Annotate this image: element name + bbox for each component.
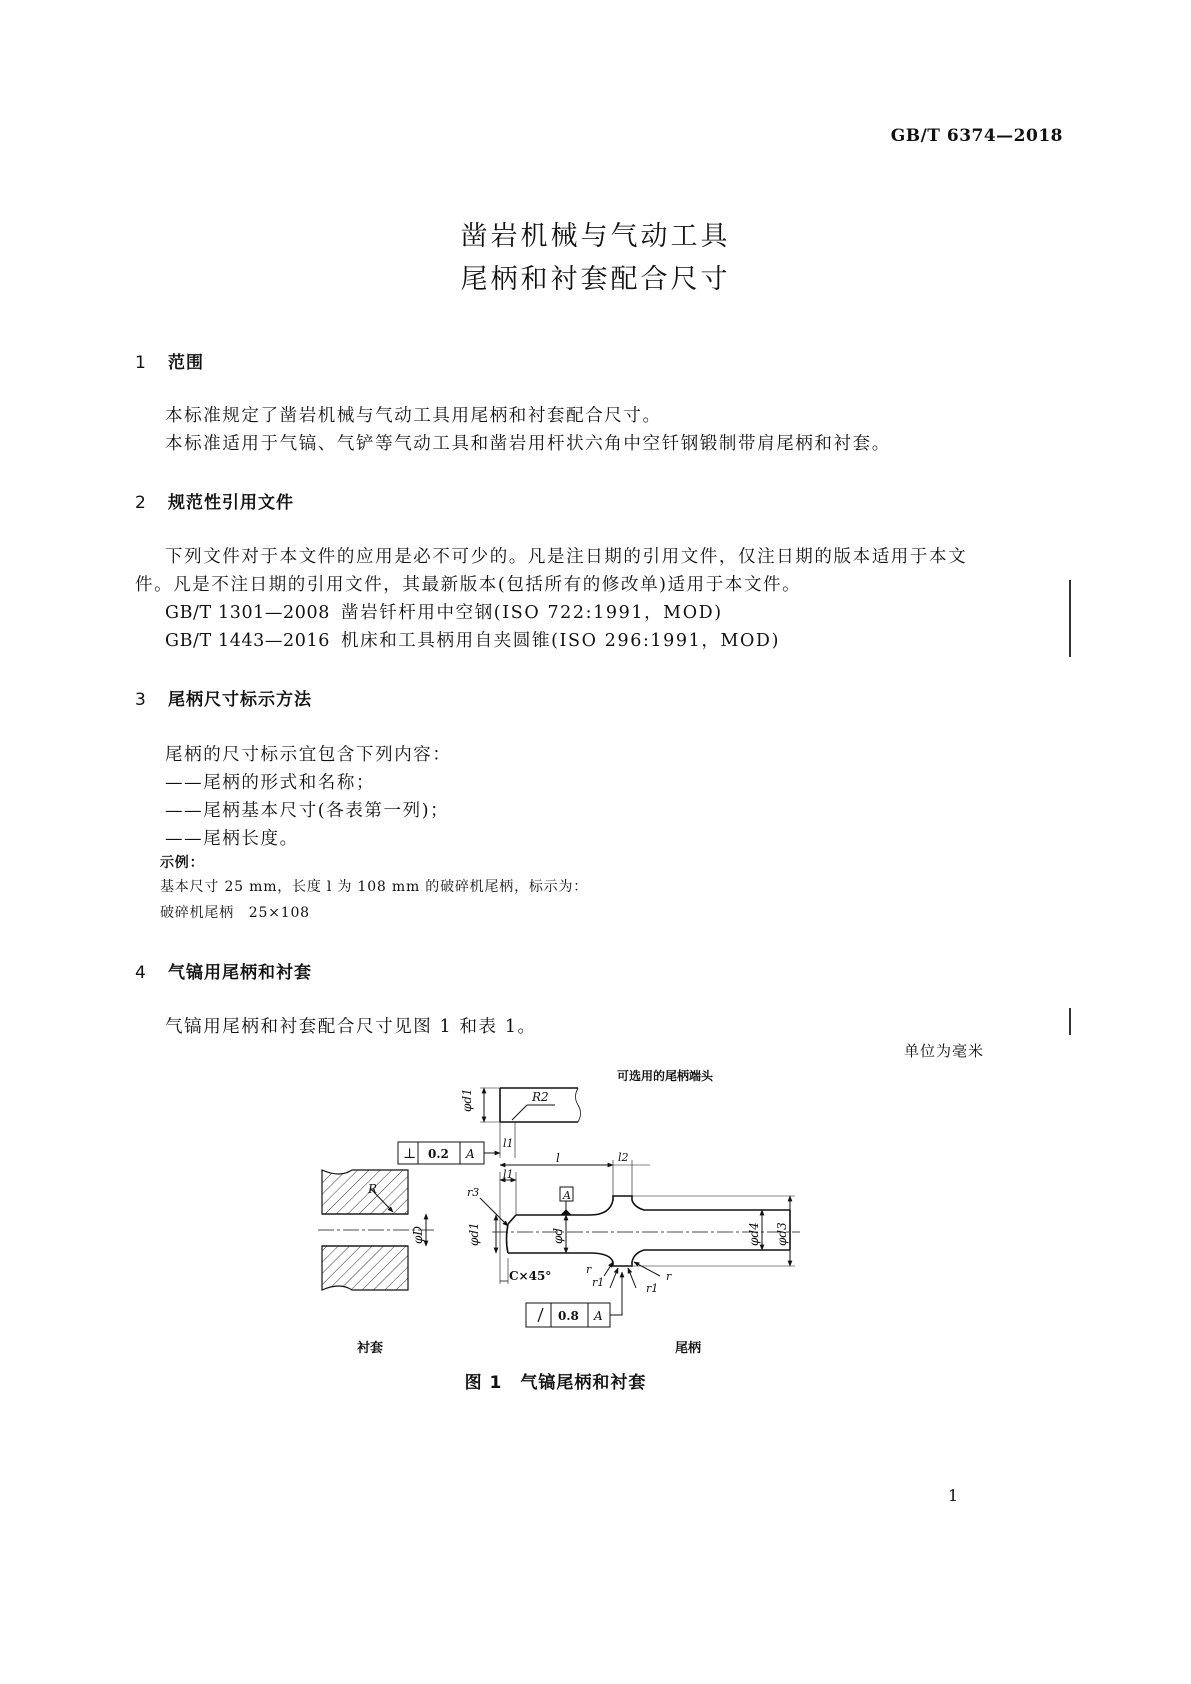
paragraph-continued: 件。凡是不注日期的引用文件，其最新版本(包括所有的修改单)适用于本文件。 <box>135 575 802 595</box>
dim-r-right: r <box>666 1270 672 1283</box>
list-item: ——尾柄长度。 <box>165 829 299 849</box>
example-label: 示例： <box>160 855 205 871</box>
section-3-heading <box>135 685 312 710</box>
document-title-line2: 尾柄和衬套配合尺寸 <box>460 264 731 295</box>
section-title: 规范性引用文件 <box>168 493 294 513</box>
dim-r1-left: r1 <box>592 1276 605 1289</box>
unit-note: 单位为毫米 <box>903 1042 984 1060</box>
dim-d4: φd4 <box>747 1222 761 1246</box>
dim-l: l <box>556 1151 560 1165</box>
section-number: 3 <box>135 690 147 710</box>
optional-shank-head <box>480 1088 581 1158</box>
paragraph: 本标准适用于气镐、气铲等气动工具和凿岩用杆状六角中空钎钢锻制带肩尾柄和衬套。 <box>165 434 891 454</box>
runout-value: 0.8 <box>558 1309 579 1323</box>
section-number: 1 <box>135 353 147 373</box>
document-title-line1: 凿岩机械与气动工具 <box>460 221 731 252</box>
section-number: 2 <box>135 493 147 513</box>
dim-l2: l2 <box>618 1151 629 1164</box>
dim-r1-right: r1 <box>646 1282 659 1295</box>
change-bar <box>1069 580 1071 657</box>
datum-ref: A <box>594 1309 603 1323</box>
reference-title: 机床和工具柄用自夹圆锥(ISO 296:1991，MOD) <box>341 631 780 651</box>
section-title: 范围 <box>168 353 204 373</box>
dim-d: φd <box>551 1227 565 1244</box>
section-1-heading <box>135 348 204 373</box>
dim-d3: φd3 <box>775 1222 789 1246</box>
paragraph: 尾柄的尺寸标示宜包含下列内容： <box>165 745 452 765</box>
dim-r-left: r <box>586 1263 592 1276</box>
page-number: 1 <box>948 1486 959 1505</box>
perpendicularity-symbol: ⊥ <box>403 1146 417 1162</box>
section-title: 气镐用尾柄和衬套 <box>168 963 312 983</box>
example-line: 破碎机尾柄 25×108 <box>160 905 310 921</box>
dim-R: R <box>368 1182 378 1196</box>
list-item: ——尾柄的形式和名称； <box>165 773 376 793</box>
example-line: 基本尺寸 25 mm，长度 l 为 108 mm 的破碎机尾柄，标示为： <box>160 879 589 895</box>
shank-label: 尾柄 <box>674 1341 702 1356</box>
reference-item <box>165 599 723 624</box>
paragraph: 气镐用尾柄和衬套配合尺寸见图 1 和表 1。 <box>165 1017 537 1037</box>
optional-head-label: 可选用的尾柄端头 <box>616 1069 714 1083</box>
datum-label: A <box>563 1189 571 1202</box>
standard-number: GB/T 6374—2018 <box>890 126 1063 146</box>
datum-ref: A <box>466 1147 475 1161</box>
dim-chamfer: C×45° <box>509 1269 552 1283</box>
dim-l1: l1 <box>503 1168 514 1181</box>
bushing-label: 衬套 <box>356 1341 384 1356</box>
reference-code: GB/T 1443—2016 <box>165 631 330 651</box>
dim-D: φD <box>411 1225 425 1244</box>
figure-1-drawing <box>0 1060 1191 1400</box>
change-bar <box>1069 1008 1071 1035</box>
dim-r3: r3 <box>467 1186 480 1199</box>
perpendicularity-value: 0.2 <box>428 1147 449 1161</box>
dim-l1-top: l1 <box>503 1137 514 1150</box>
section-4-heading <box>135 958 312 983</box>
section-2-heading <box>135 488 294 513</box>
dim-R2: R2 <box>532 1090 549 1104</box>
section-title: 尾柄尺寸标示方法 <box>168 690 312 710</box>
paragraph: 本标准规定了凿岩机械与气动工具用尾柄和衬套配合尺寸。 <box>165 406 662 426</box>
paragraph: 下列文件对于本文件的应用是必不可少的。凡是注日期的引用文件，仅注日期的版本适用于本文 <box>165 547 968 567</box>
dim-d1-top: φd1 <box>460 1088 474 1112</box>
figure-caption: 图 1 气镐尾柄和衬套 <box>464 1373 647 1393</box>
section-number: 4 <box>135 963 147 983</box>
reference-item <box>165 627 780 652</box>
reference-code: GB/T 1301—2008 <box>165 603 330 623</box>
list-item: ——尾柄基本尺寸(各表第一列)； <box>165 801 450 821</box>
reference-title: 凿岩钎杆用中空钢(ISO 722:1991，MOD) <box>341 603 723 623</box>
dim-d1: φd1 <box>467 1222 481 1246</box>
